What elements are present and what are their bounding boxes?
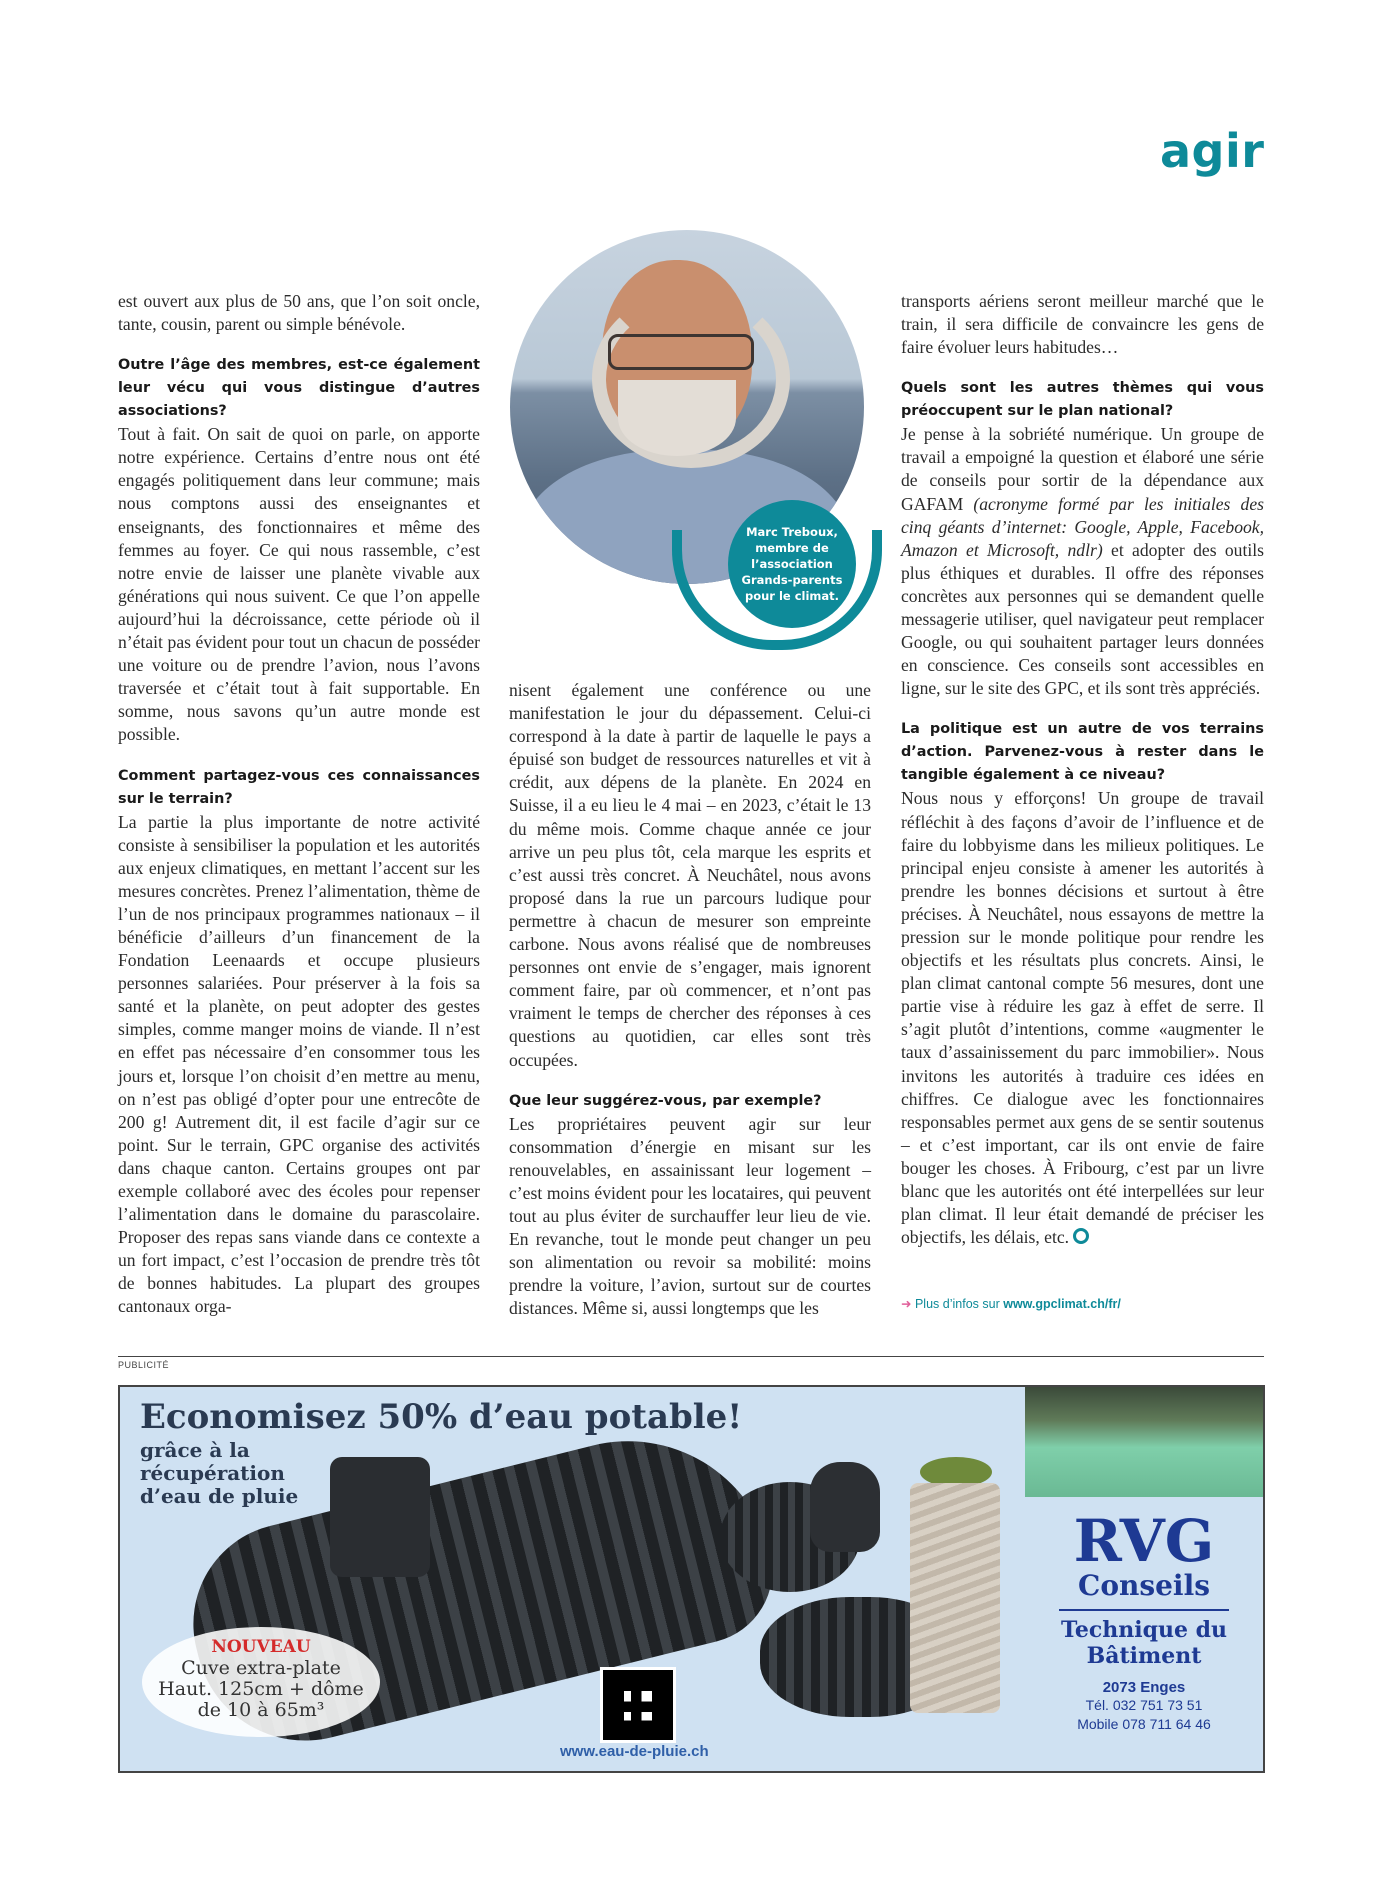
product-line: de 10 à 65m³ [197, 1699, 325, 1721]
address: 2073 Enges [1102, 1679, 1186, 1696]
brand-logo: RVG [1073, 1507, 1215, 1575]
phone: Tél. 032 751 73 51 [1085, 1697, 1203, 1713]
photo-caption: Marc Treboux, membre de l’association Grands-parents pour le climat. [728, 500, 856, 628]
article-column-1 [118, 290, 480, 1319]
interview-question: La politique est un autre de vos terrains d’action. Parvenez-vous à rester dans le tangible également à ce niveau? [901, 721, 1264, 784]
arrow-icon: ➜ [901, 1297, 912, 1311]
advertiser-block [1025, 1497, 1263, 1771]
paragraph: transports aériens seront meilleur marché que le train, il sera difficile de convaincre les gens de faire évoluer leurs habitudes… [901, 291, 1264, 358]
interview-question: Que leur suggérez-vous, par exemple? [509, 1092, 822, 1109]
more-info-label: Plus d’infos sur [914, 1297, 1000, 1311]
product-line: Cuve extra-plate [181, 1657, 341, 1679]
article-column-2 [509, 679, 871, 1320]
end-of-article-icon [1073, 1228, 1089, 1244]
tank-neck-image [330, 1457, 430, 1577]
tank-neck-image [810, 1462, 880, 1552]
text-run: Nous nous y efforçons! Un groupe de travail réfléchit à des façons d’avoir de l’influence et de faire du lobbyisme dans les milieux politiques. Le principal enjeu consiste à amener les autorités à prendre les bonnes décisions et surtout à être précises. À Neuchâtel, nous essayons de mettre la pression sur le monde politique pour rendre les objectifs et les résultats plus concrets. Ainsi, le plan climat cantonal compte 56 mesures, dont une partie vise à réduire les gaz à effet de serre. Il s’agit plutôt d’intentions, comme «augmenter le taux d’assainissement du parc immobilier». Nous invitons les autorités à traduire ces idées en chiffres. Ce dialogue avec les fonctionnaires responsables permet aux gens de se sentir soutenus – et c’est important, car ils ont envie de faire bouger les choses. À Fribourg, c’est par un livre blanc que les autorités ont été interpellées sur leur plan climat. Il leur était demandé de préciser les objectifs, les délais, etc. [901, 788, 1264, 1248]
paragraph: La partie la plus importante de notre activité consiste à sensibiliser la population et les autorités aux enjeux climatiques, en mettant l’accent sur les mesures concrètes. Prenez l’alimentation, thème de l’un de nos principaux programmes nationaux – il bénéficie d’ailleurs d’un financement de la Fondation Leenaards et occupe plusieurs personnes salariées. Pour préserver à la fois sa santé et la planète, on peut adopter des gestes simples, comme manger moins de viande. Il n’est en effet pas nécessaire d’en consommer tous les jours et, lorsque l’on choisit d’en mettre au menu, on n’est pas obligé d’opter pour une entrecôte de 200 g! Autrement dit, il est facile d’agir sur ce point. Sur le terrain, GPC organise des activités dans chaque canton. Certains groupes ont par exemple collaboré avec des écoles pour repenser l’alimentation dans le domaine du parascolaire. Proposer des repas sans viande dans ce contexte a un fort impact, c’est l’occasion de prendre très tôt de bonnes habitudes. La plupart des groupes cantonaux orga- [118, 811, 480, 1317]
text-run: Je pense à la sobriété numérique. Un groupe de travail a empoigné la question et élaboré une série de conseils pour sortir de la dépendance aux GAFAM [901, 424, 1264, 514]
paragraph [901, 423, 1264, 700]
advertisement[interactable] [118, 1385, 1265, 1773]
ad-headline: Economisez 50% d’eau potable! [140, 1397, 743, 1437]
photo-beard [618, 380, 736, 456]
mobile: Mobile 078 711 64 46 [1077, 1716, 1211, 1732]
new-product-badge [142, 1627, 380, 1737]
paragraph: Tout à fait. On sait de quoi on parle, on apporte notre expérience. Certains d’entre nous ont été engagés politiquement dans leur commune; mais nous comptons aussi des enseignantes et enseignants, des fonctionnaires et même des femmes au foyer. Ce qui nous rassemble, c’est notre envie de laisser une planète vivable aux générations qui nous suivent. Ce que l’on appelle aujourd’hui la décroissance, cette période où il n’était pas évident pour tout un chacun de posséder une voiture ou de prendre l’avion, nous l’avons traversée et c’était tout à fait supportable. En somme, nous savons qu’un autre monde est possible. [118, 424, 480, 745]
text-run: et adopter des outils plus éthiques et durables. Il offre des réponses concrètes aux personnes qui se demandent quelle messagerie utiliser, quel navigateur peut remplacer Google, ou qui souhaitent partager leurs données en conscience. Ces conseils sont accessibles en ligne, sur le site des GPC, et ils sont très appréciés. [901, 539, 1264, 699]
rain-barrel-image [910, 1483, 1000, 1713]
paragraph: Les propriétaires peuvent agir sur leur consommation d’énergie en misant sur les renouvelables, en assainissant leur logement – c’est moins évident pour les locataires, qui peuvent tout au plus éviter de surchauffer leur lieu de vie. En revanche, tout le monde peut changer un peu son alimentation ou revoir sa mobilité: moins prendre la voiture, l’avion, surtout sur de courtes distances. Même si, aussi longtemps que les [509, 1113, 871, 1319]
more-info-line [901, 1296, 1121, 1311]
advertising-label: PUBLICITÉ [118, 1360, 170, 1370]
nouveau-label: NOUVEAU [211, 1637, 311, 1657]
interview-question: Comment partagez-vous ces connaissances sur le terrain? [118, 767, 480, 807]
section-label: agir [1160, 124, 1265, 178]
interview-question: Outre l’âge des membres, est-ce également leur vécu qui vous distingue d’autres associations? [118, 357, 480, 420]
product-line: Haut. 125cm + dôme [158, 1678, 364, 1700]
divider [118, 1356, 1264, 1357]
qr-code-icon[interactable] [600, 1667, 676, 1743]
ad-subline: grâce à la récupération d’eau de pluie [140, 1438, 299, 1508]
editor-note: (acronyme formé par les initiales des cinq géants d’internet: Google, Apple, Facebook, Amazon et Microsoft, ndlr) [901, 493, 1264, 560]
more-info-link[interactable]: www.gpclimat.ch/fr/ [1003, 1297, 1121, 1311]
paragraph [901, 787, 1264, 1249]
ad-url[interactable]: www.eau-de-pluie.ch [560, 1743, 709, 1760]
paragraph: est ouvert aux plus de 50 ans, que l’on soit oncle, tante, cousin, parent ou simple bénévole. [118, 291, 480, 335]
brand-subtitle: Conseils [1078, 1569, 1210, 1602]
article-column-3 [901, 290, 1264, 1249]
interview-question: Quels sont les autres thèmes qui vous préoccupent sur le plan national? [901, 380, 1264, 420]
ad-photo [1025, 1387, 1263, 1497]
paragraph: nisent également une conférence ou une manifestation le jour du dépassement. Celui-ci correspond à la date à partir de laquelle le pays a épuisé son budget de ressources naturelles et vit à crédit, aux dépens de la planète. En 2024 en Suisse, il a eu lieu le 4 mai – en 2023, c’était le 13 du même mois. Comme chaque année ce jour arrive un peu plus tôt, cela marque les esprits et c’est aussi très concret. À Neuchâtel, nous avons proposé dans la rue un parcours ludique pour permettre à chacun de mesurer son empreinte carbone. Nous avons réalisé que de nombreuses personnes ont envie de s’engager, mais ignorent comment faire, par où commencer, et n’ont pas vraiment le temps de chercher des réponses à ces questions au quotidien, car elles sont très occupées. [509, 680, 871, 1070]
service-label: Technique du Bâtiment [1059, 1609, 1229, 1669]
photo-glasses [608, 334, 754, 370]
